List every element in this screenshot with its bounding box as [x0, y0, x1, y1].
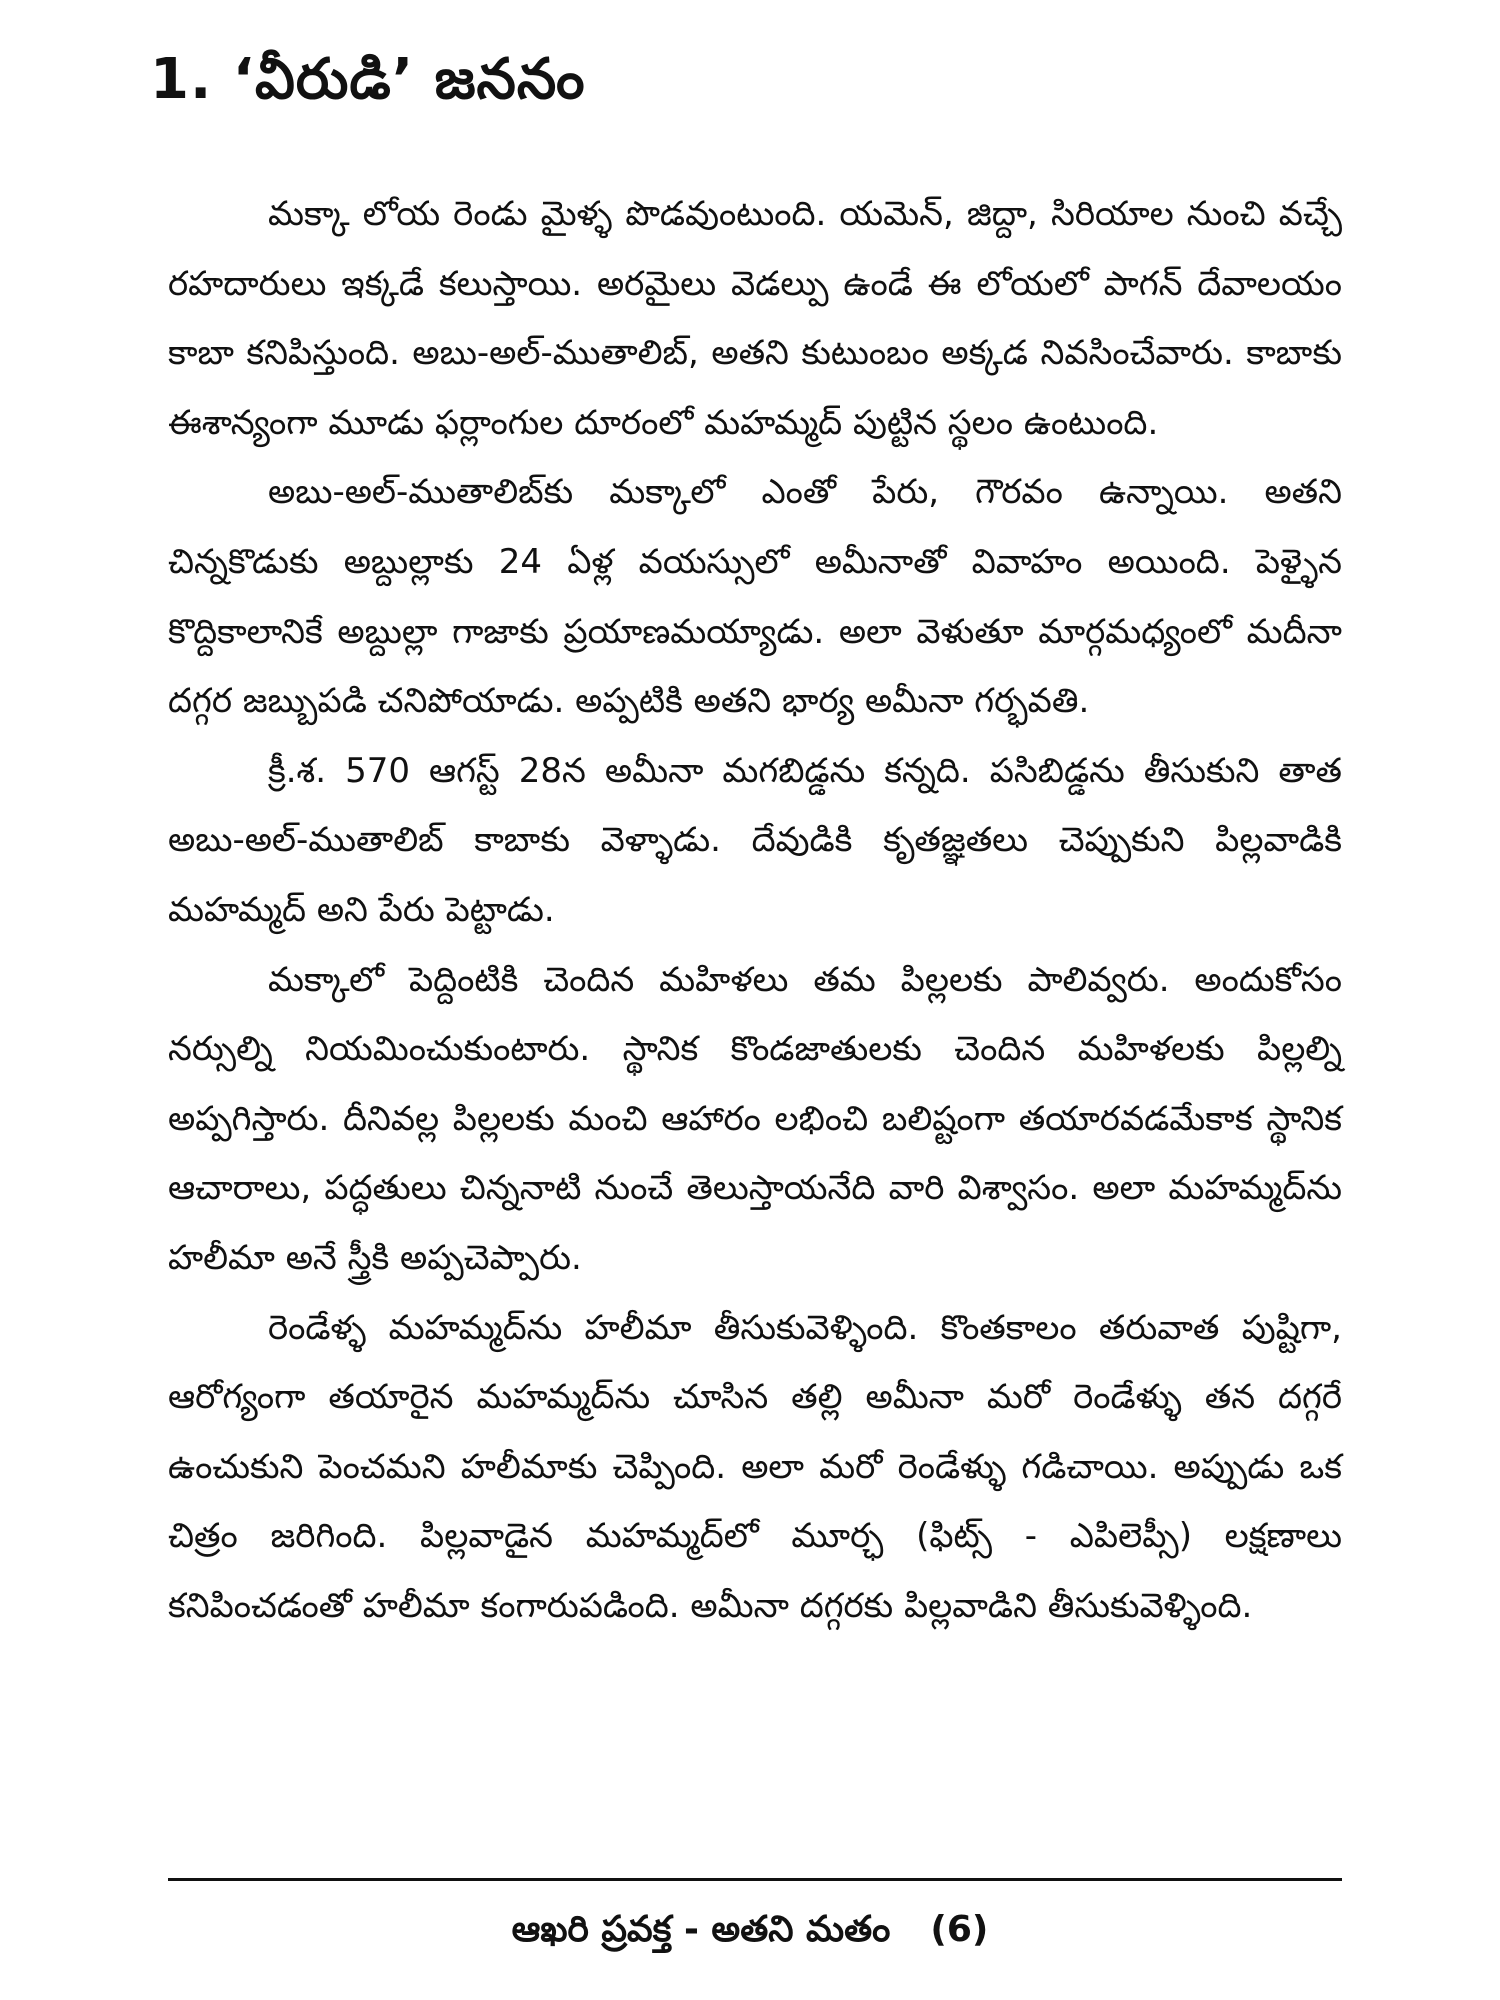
paragraph: రెండేళ్ళ మహమ్మద్‌ను హలీమా తీసుకువెళ్ళింది. కొంతకాలం తరువాత పుష్టిగా, ఆరోగ్యంగా తయారైన మహమ్మద్‌ను చూసిన తల్లి అమీనా మరో రెండేళ్ళు తన దగ్గరే ఉంచుకుని పెంచమని హలీమాకు చెప్పింది. అలా మరో రెండేళ్ళు గడిచాయి. అప్పుడు ఒక చిత్రం జరిగింది. పిల్లవాడైన మహమ్మద్‌లో మూర్ఛ (ఫిట్స్ - ఎపిలెప్సీ) లక్షణాలు కనిపించడంతో హలీమా కంగారుపడింది. అమీనా దగ్గరకు పిల్లవాడిని తీసుకువెళ్ళింది.: [168, 1307, 1342, 1626]
paragraph: క్రీ.శ. 570 ఆగస్ట్ 28న అమీనా మగబిడ్డను కన్నది. పసిబిడ్డను తీసుకుని తాత అబు-అల్-ముతాలిబ్ కాబాకు వెళ్ళాడు. దేవుడికి కృతజ్ఞతలు చెప్పుకుని పిల్లవాడికి మహమ్మద్ అని పేరు పెట్టాడు.: [168, 750, 1342, 930]
footer-divider: [168, 1878, 1342, 1881]
page-footer: [0, 1900, 1500, 1960]
paragraph: అబు-అల్-ముతాలిబ్‌కు మక్కాలో ఎంతో పేరు, గౌరవం ఉన్నాయి. అతని చిన్నకొడుకు అబ్దుల్లాకు 24 ఏళ్ల వయస్సులో అమీనాతో వివాహం అయింది. పెళ్ళైన కొద్దికాలానికే అబ్దుల్లా గాజాకు ప్రయాణమయ్యాడు. అలా వెళుతూ మార్గమధ్యంలో మదీనా దగ్గర జబ్బుపడి చనిపోయాడు. అప్పటికి అతని భార్య అమీనా గర్భవతి.: [168, 472, 1342, 722]
paragraph: మక్కాలో పెద్దింటికి చెందిన మహిళలు తమ పిల్లలకు పాలివ్వరు. అందుకోసం నర్సుల్ని నియమించుకుంటారు. స్థానిక కొండజాతులకు చెందిన మహిళలకు పిల్లల్ని అప్పగిస్తారు. దీనివల్ల పిల్లలకు మంచి ఆహారం లభించి బలిష్టంగా తయారవడమేకాక స్థానిక ఆచారాలు, పద్ధతులు చిన్ననాటి నుంచే తెలుస్తాయనేది వారి విశ్వాసం. అలా మహమ్మద్‌ను హలీమా అనే స్త్రీకి అప్పచెప్పారు.: [168, 959, 1342, 1278]
paragraph: మక్కా లోయ రెండు మైళ్ళ పొడవుంటుంది. యమెన్, జిద్దా, సిరియాల నుంచి వచ్చే రహదారులు ఇక్కడే కలుస్తాయి. అరమైలు వెడల్పు ఉండే ఈ లోయలో పాగన్ దేవాలయం కాబా కనిపిస్తుంది. అబు-అల్-ముతాలిబ్, అతని కుటుంబం అక్కడ నివసించేవారు. కాబాకు ఈశాన్యంగా మూడు ఫర్లాంగుల దూరంలో మహమ్మద్ పుట్టిన స్థలం ఉంటుంది.: [168, 194, 1342, 443]
chapter-body: [168, 180, 1342, 1641]
page-number: (6): [930, 1909, 989, 1950]
footer-book-title: ఆఖరి ప్రవక్త - అతని మతం: [511, 1909, 891, 1950]
chapter-title: 1. ‘వీరుడి’ జననం: [150, 47, 586, 112]
